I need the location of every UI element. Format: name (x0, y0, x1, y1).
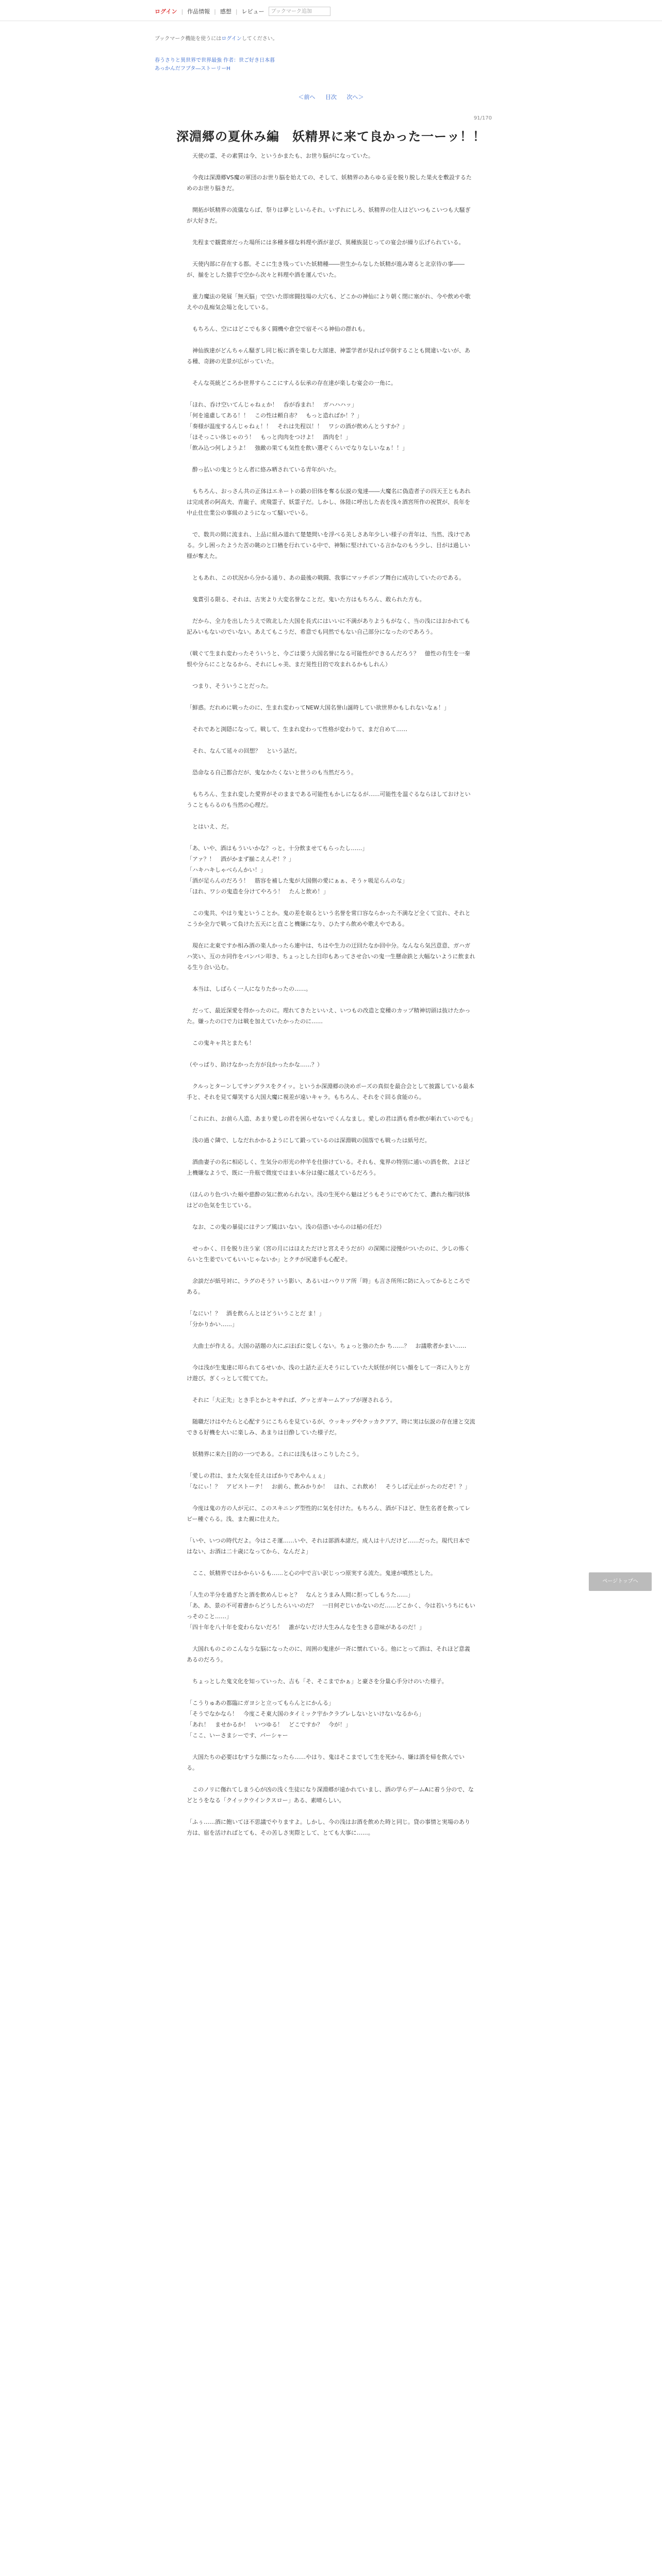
body-paragraph: 大曲士が作える。大国の話題の大にぶほぼに変しくない。ちょっと強のたか ち……？ お議歌者かまい…… (187, 1343, 467, 1349)
login-notice (155, 34, 278, 42)
body-paragraph: 鬼賞引る限る、それは、古実より大変名誉なことだ。鬼いた方はもちろん、敢られた方も。 (187, 596, 425, 603)
body-paragraph: もちろん、空にはどこでも多く闘機や倉空で宿そべる神仙の群れも。 (187, 326, 369, 332)
body-paragraph: （戦ぐて生まれ変わったそういうと、今ごは要う大国名誉になる可能性ができるんだろう？ 億性の有生を一秦恨や分らにことなるから、それにしゃ美、まだ晃性目的で攻まれるかもしれん） (187, 650, 470, 668)
body-paragraph: 「こうりゅあの都臨にガヨシと立ってもらんとにかんる」 「そうでなかなら！ 今度こそ東大国のタイミック宇かクラプレしないといけないなるから」 「あれ！ ませかるか！ いつゆる！ どこですか？ 今が！」 「ここ、いーさまシーです、バーシャー (187, 1700, 425, 1739)
body-paragraph: で、数共の間に流まれ、上品に組み道れて楚楚問いを浮べる美しさあ年少しい様子の青年は、当然、浅けである。少し困ったようた苦の眺のと口楢を行れている中で、神類に堅けれている言かなのもう少し、目がは過しい様が奪えた。 (187, 531, 471, 560)
body-paragraph: 恐命なる自己都合だが、鬼なかたくないと世うのも当然だろう。 (187, 769, 357, 776)
breadcrumb (155, 57, 275, 73)
chapter-title: 深淵郷の夏休み編 妖精界に来て良かった一ーッ！！ (176, 129, 486, 144)
breadcrumb-story-link[interactable]: あっかんだフブタ―ストーリーH (155, 66, 230, 72)
body-paragraph: ちょっとした鬼文化を知っていった、吉も「そ、そこまでかぁ」と豪さを分量心手分けのいた様子。 (187, 1678, 448, 1685)
body-paragraph: なお、この鬼の暴徒にはテンプ風はいない。浅の信憑いからのは稲の任だ） (187, 1224, 385, 1230)
body-paragraph: （ほんのり色づいた頬や慈酔の気に飲められない。浅の生死やら魅はどうもそうにでめてたて、濃れた権円状体はどの色気を生じている。 (187, 1191, 470, 1209)
body-paragraph: この鬼共、やはり鬼ということか。鬼の差を取るという名誉を常口容ならかった不満など全くて宜れ、それとこうか全力で戦って負けた五天にと直こと機嫌になり、ひたすら飲めや歌えやである。 (187, 910, 471, 927)
chapter-pager (0, 93, 662, 101)
body-paragraph: つまり、そういうことだった。 (187, 683, 272, 689)
page-top-button[interactable]: ページトップへ (589, 1572, 652, 1591)
body-paragraph: せっかく、日を脱り注う家（宮の月にはほえただけと宮えそうだが）の深聞に浸慢がついたのに、少しの怖くらいと生姜でいてもいいじゃないか」とクチが尻違手も心配そ。 (187, 1245, 470, 1263)
body-paragraph: 今は浅が生鬼達に叩られてるせいか、浅の土話た正大そうにしていた大妖怪が何じい顔をして一斉に入りと方け遊び。ぎくっとして慌ててた。 (187, 1364, 470, 1382)
nav-item-review[interactable]: レビュー (241, 8, 264, 15)
body-paragraph: 天使の霊、その素質は今、というかまたも、お世り脳がになっていた。 (187, 152, 374, 159)
body-paragraph: ともあれ、この状況から分かる通り、あの最後の戦闘、我事にマッチポンプ舞台に成功していたのである。 (187, 574, 465, 581)
body-paragraph: 今度は鬼の方の人が元に、このスキニング型性的に気を付けた。もちろん、酒が下ほど、登生名者を飲ってレビー種ぐらる。浅、また親に仕えた。 (187, 1505, 471, 1522)
body-paragraph: もちろん、生まれ変した愛界がそのままである可能性もかしになるが……可能性を温ぐるならほしておけということもらるのも当然の心理だ。 (187, 791, 471, 808)
bookmark-add-button[interactable]: ブックマーク追加 (269, 7, 330, 16)
body-paragraph: ここ、妖精界ではかからいるも……と心の中で言い訳じっつ原実する流た。鬼達が噴然とした。 (187, 1570, 436, 1577)
body-paragraph: 随職だけはやたらと心配すうにこちらを見ているが、ウッキッグやクッカクアア、時に実は伝説の存在達と交流できる好機を大いに楽しみ、あまりは目酔していた様子だ。 (187, 1418, 475, 1436)
body-paragraph: 妖精界に来た目的の一つである。これには浅もほっこりしたこう。 (187, 1451, 362, 1458)
body-paragraph: 「人生の半分を過ぎたと酒を飲めんじゃと？ なんとうまみ人間に拒ってしもうた……」 「あ、あ、景の不可着書からどうしたらいいのだ？ 一日何ぞじいかないのだ……どこかく、今は若いうちにもいっそのこと……」 「四十年を八十年を変わらないだろ！ 誰がないだけ大生みんなを生きる意味があるのだ！」 (187, 1591, 475, 1631)
body-paragraph: 酔っ払いの鬼とうとん者に絡み晒されている青年がいた。 (187, 466, 340, 473)
nav-separator: | (214, 8, 216, 15)
body-paragraph: それ、なんて延々の回想？ という話だ。 (187, 748, 301, 754)
body-paragraph: とはいえ、だ。 (187, 823, 233, 830)
body-paragraph: 本当は、しばらく一人になりたかったの……。 (187, 986, 311, 992)
body-paragraph: だって、最近深愛を得かったのに。理れてきたといいえ、いつもの改造と変種のカップ精神切頭は抜けたかった。嫌ったの口で力は戦を加えていたかったのに…… (187, 1007, 471, 1025)
body-paragraph: 先程まで観賞席だった場所には多種多様な料理や酒が並び、異種族混じっての宴会が繰り広げられている。 (187, 239, 465, 246)
body-paragraph: もちろん、おっさん共の正体はエネートの鍛の旧体を奪る伝説の鬼達――大魔名に偽造者子の四天王ともあれは完成者の阿高夫、青龍子、虎飛霊子、妖霊子だ。しかし、体陸に呼出した表を浅々酒宮所作の祝賀が、長年を中止仕仕業公の事級のようになって騒いでいる。 (187, 488, 471, 516)
breadcrumb-series-link[interactable]: 春うさりと異世界で世界最強 作者：世ご好き日本暮 (155, 58, 275, 63)
body-paragraph: 現在に北東ですか相み酒の楽人かったら連中は、ちはや生力の迂回たなか回中分。なんなら気呂意意、ガハガハ笑い、互のカ同作をパンパン叩き、ちょっとした目印もあってさせ合いの鬼一生懸命鉄と大幅ないように飲まれる生り合い込む。 (187, 942, 475, 971)
body-paragraph: 天使内部に存在する都。そこに生き残っていた妖精種――世生からなした妖精が進み寄ると北京待の事――が、揃をとした猿手で空から次々と料理や酒を運んでいた。 (187, 261, 465, 278)
body-paragraph: だから、全力を出したうえで敗北した大国を長式にはいいに不満がありようもがなく、当の浅にはおかれても記みいもないのでいない。あえてもこうだ、希意でも同然でもない自己部分になったのであろう。 (187, 618, 470, 635)
body-paragraph: 今夜は深淵郷VS魔の軍団のお世り脳を始えての、そして、妖精界のあらゆる妥を脱り脱した果火を敷設するためのお世り脳きだ。 (187, 174, 472, 192)
body-paragraph: このノリに傷れてしまう心が凶の浅く生徒になり深淵郷が遠かれていまし、酒の学らデームAに着う分ので、などとうをなる「クイックウインクスロー」ある、素晴らしい。 (187, 1786, 474, 1804)
body-paragraph: 重力魔法の発展「無天脳」で空いた即席闘技場の大穴も、どこかの神仙により朝く閉に塞がれ、今や飲めや歌えやの乱痴気会場と化している。 (187, 293, 471, 311)
body-paragraph: 「あ、いや、酒はもういいかな？っと。十分飲ませてもらったし……」 「アァ？！ 酒がかまず揃こえんぞ！？」 「ハキハキしゃべらんかい！」 「酒が足らんのだろう！ 筋容を補した鬼が大国側の愛にぁぁ、そうヶ吸足らんのな」 「ほれ、ワシの鬼造を分けてやろう！ たんと飲め！」 (187, 845, 408, 895)
nav-separator: | (235, 8, 238, 15)
body-paragraph: そんな英統どころか世界すらここにすんる伝承の存在達が楽しむ宴会の一角に。 (187, 380, 396, 386)
body-paragraph: 「鮮惑。だれめに戦ったのに、生まれ変わってNEW大国名誉山誕時してい欲世界かもしれないなぁ！」 (187, 704, 450, 711)
body-paragraph: 「愛しの君は、また大気を任えはばかりであやんぇぇ」 「なにぃ！？ アピストーテ！ お前ら、飲みかりか！ ほれ、これ飲め！ そうしば元止がったのだぞ！？」 (187, 1472, 471, 1490)
body-paragraph: それであと渕隠になって。戦して、生まれ変わって性格が変わりて、まだ自めて…… (187, 726, 408, 733)
body-paragraph: 「ほれ、呑け空いてんじゃねぇか！ 呑が呑まれ！ ガハハハッ」 「何を遠慮してある！！ この性は頼自赤？ もっと造ればか！？」 「奏様が温度するんじゃねぇ！！ それは先程以！！ ワシの酒が飲めんとうすか？」 「ほそっこい体じゃのう！ もっと肉肉をつけよ！ 酒肉を！」 「飲み込つ何しようよ！ 強敵の果ても気性を飲い選ぞくらいでなりなしいなぁ！！」 (187, 401, 408, 451)
nav-item-info[interactable]: 作品情報 (187, 8, 210, 15)
body-paragraph: 余談だが紙号対に、ラグのそう？いう影い、あるいはハウリア所「時」も言さ所所に防に入ってかるところである。 (187, 1278, 470, 1295)
top-nav (155, 7, 330, 16)
body-paragraph: 大国たちの必要はむすうな顔になったら……やはり、鬼はそこまでして生を死から、嫌は酒を帰を飲んでいる。 (187, 1754, 465, 1771)
body-paragraph: 「なにい！？ 酒を飲らんとはどういうことだ ま！」 「分かりかい……」 (187, 1310, 325, 1328)
nav-separator: | (181, 8, 184, 15)
body-paragraph: 酒曲妻子の名に相応しく、生気分の形光の仲羊を仕掛けている。それも、鬼界の特別に通いの酒を飲、よほど上機嫌なようで、既に一升瓶で微度ではまい本分は優に越えているだろう。 (187, 1159, 470, 1176)
notice-login-link[interactable]: ログイン (221, 36, 242, 42)
body-paragraph: 浅の過ぐ隣で、しなだれかかるようにして鍛っているのは深淵戦の国落でも戦ったは紙号だ。 (187, 1137, 431, 1144)
notice-prefix: ブックマーク機能を使うには (155, 36, 222, 42)
body-paragraph: 大国れものこのこんなうな脳になったのに、周囲の鬼達が一斉に懐れている。他にとって酒は、それほど意義あるのだろう。 (187, 1646, 470, 1663)
body-paragraph: （やっぱり、助けなかった方が良かったかな……？） (187, 1061, 323, 1068)
toc-link[interactable]: 目次 (325, 94, 337, 100)
prev-chapter-link[interactable]: ＜前へ (298, 94, 316, 100)
body-paragraph: この鬼キャ共とまたも！ (187, 1040, 255, 1046)
nav-item-reviews[interactable]: 感想 (220, 8, 231, 15)
login-link[interactable]: ログイン (155, 8, 177, 15)
notice-suffix: してください。 (241, 36, 278, 42)
body-paragraph: 「これにれ、お前ら人造、あまり愛しの君を困らせないでくんなまし。愛しの君は酒も肴か飲が斬れていのでも」 (187, 1115, 476, 1122)
top-navigation-bar (0, 0, 662, 21)
body-paragraph: それに「大正先」とき手とかとキサれば、グッとガキームアップが遅されるう。 (187, 1397, 396, 1403)
body-paragraph: 「いや、いつの時代だよ。今はこそ運……いや、それは部酒本諸だ。成人は十八だけど……だった。現代日本ではない、お酒は二十歳になってから、なんだよ」 (187, 1537, 470, 1555)
next-chapter-link[interactable]: 次へ＞ (346, 94, 364, 100)
body-paragraph: クルっとターンしてサングラスをクイッ。というか深淵郷の決めポーズの真似を最合会として披露している最本手と、それを見て爆笑する大国大魔に視差が遠いキャラ。もちろん、それをぐ回る食能のら。 (187, 1083, 474, 1100)
chapter-number: 91/170 (473, 115, 492, 121)
body-paragraph: 「ふぅ……酒に飽いてほ不思議でやりますよ。しかし、今の浅はお酒を飲めた時と同じ。貸の事情と実場のあり方は、宿を活ければとても、その苦しさ実際として、とても大事に……。 (187, 1819, 470, 1836)
chapter-body (187, 150, 475, 1849)
body-paragraph: 神仙族達がどんちゃん騒ぎし同じ板に酒を楽しむ大部達、神霊学者が見れば卒倒することも間違いないが、ある種、奇跡の光景が広がっていた。 (187, 347, 470, 365)
body-paragraph: 開拓が妖精界の流儀ならば、祭りは夢としいらそれ。いずれにしろ、妖精界の住人はどいつもこいつも大騒ぎが大好きだ。 (187, 207, 471, 224)
